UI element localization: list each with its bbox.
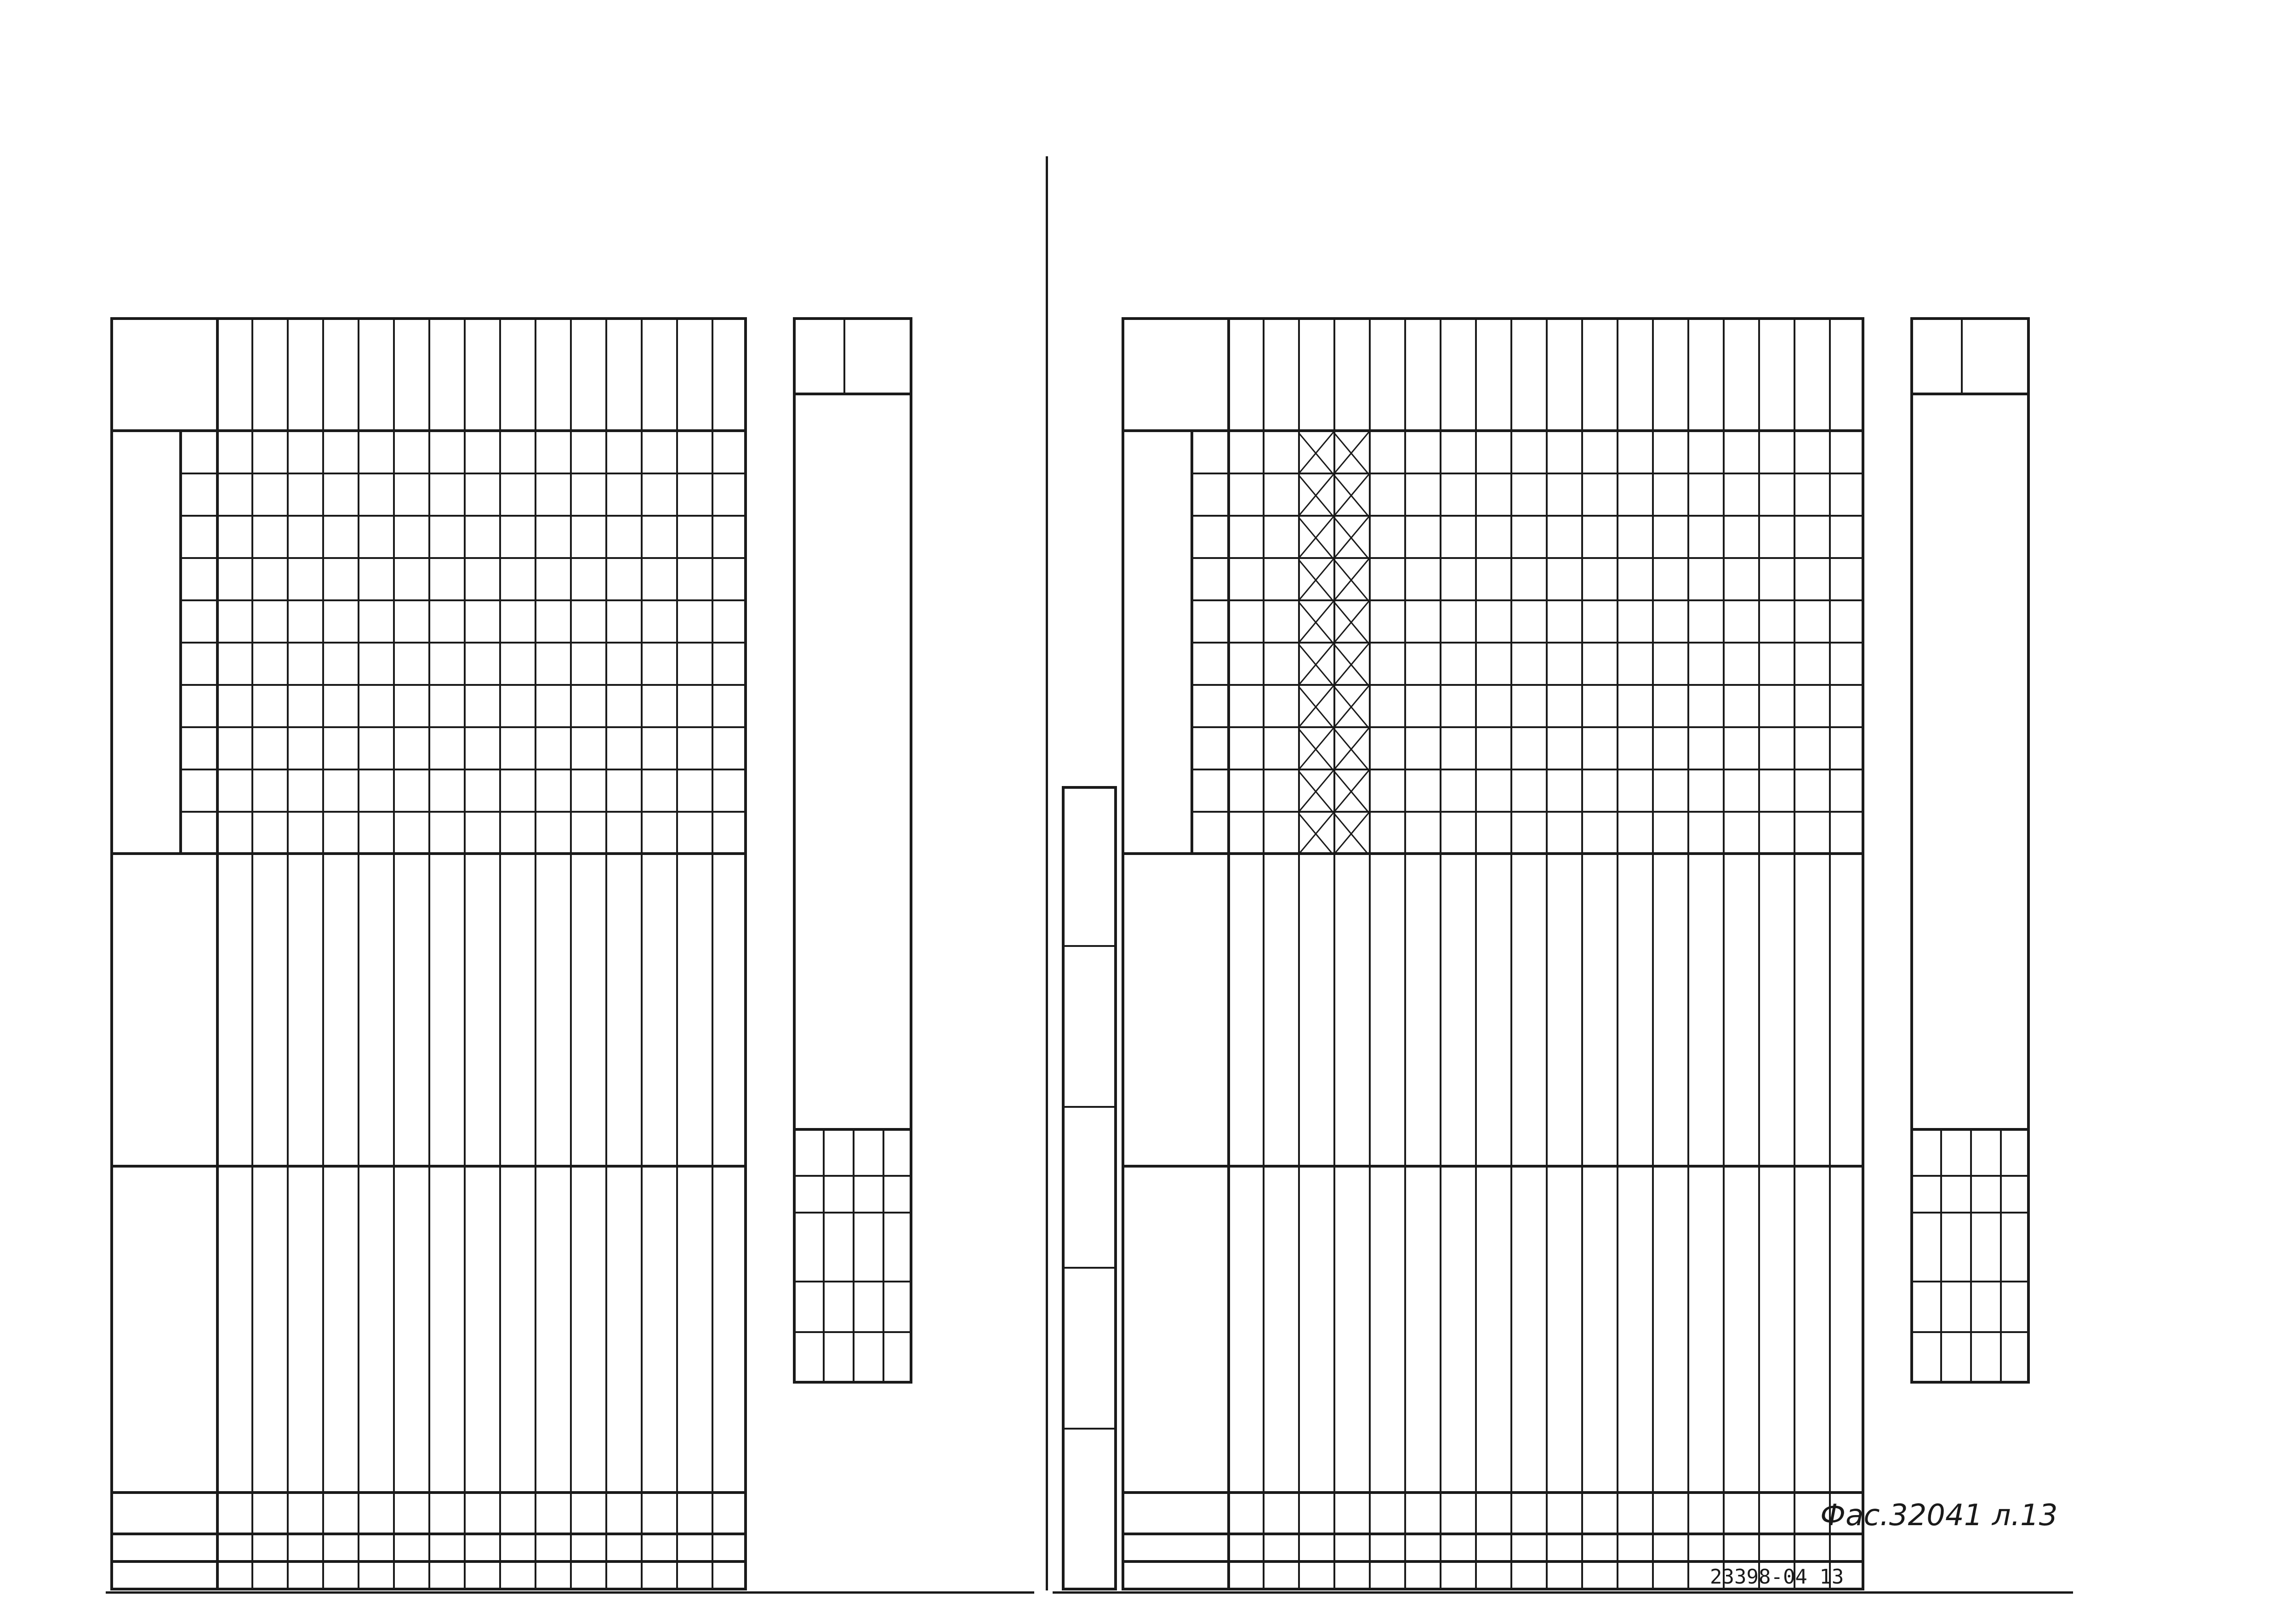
column-divider	[1122, 1533, 1864, 1535]
row-divider	[1794, 317, 1795, 1590]
bottom-rule-left	[106, 1591, 1034, 1594]
row-divider	[464, 317, 466, 1590]
side-label-divider	[1062, 945, 1117, 947]
crossed-cell	[1333, 770, 1369, 813]
stamp-grid-col	[793, 1281, 912, 1282]
crossed-cell	[1298, 432, 1333, 474]
row-divider	[251, 317, 253, 1590]
row-divider	[1652, 317, 1654, 1590]
crossed-cell	[1298, 644, 1333, 686]
crossed-cell	[1298, 559, 1333, 601]
column-divider	[1122, 1560, 1864, 1563]
column-divider	[1122, 429, 1864, 432]
row-divider	[1475, 317, 1477, 1590]
footer-code: 23398-04 13	[1710, 1565, 1844, 1589]
qty-subcolumn-divider	[179, 515, 747, 517]
stamp-grid-line	[1970, 1131, 1972, 1384]
stamp-grid-col	[793, 1212, 912, 1214]
stamp-grid-line	[2000, 1131, 2002, 1384]
row-divider	[535, 317, 536, 1590]
row-divider	[1758, 317, 1760, 1590]
row-divider	[605, 317, 607, 1590]
side-label-divider	[1062, 1106, 1117, 1108]
title-block-sheet-divider	[793, 393, 912, 395]
row-divider	[287, 317, 289, 1590]
page-fold-line	[1046, 156, 1048, 1590]
row-divider	[393, 317, 395, 1590]
stamp-grid-line	[853, 1131, 854, 1384]
row-divider	[1404, 317, 1406, 1590]
qty-subcolumn-divider	[179, 726, 747, 728]
row-divider	[358, 317, 359, 1590]
qty-title-divider	[179, 432, 182, 855]
title-block-sheet-divider	[1910, 393, 2030, 395]
row-divider	[1440, 317, 1441, 1590]
row-divider	[1263, 317, 1265, 1590]
crossed-cell	[1333, 644, 1369, 686]
qty-subcolumn-divider	[1191, 726, 1864, 728]
header-bottom-line	[1227, 317, 1230, 1590]
qty-subcolumn-divider	[179, 684, 747, 686]
qty-subcolumn-divider	[179, 473, 747, 474]
qty-subcolumn-divider	[179, 769, 747, 770]
side-label-divider	[1062, 1267, 1117, 1269]
qty-subcolumn-divider	[1191, 515, 1864, 517]
stamp-grid-col	[793, 1175, 912, 1177]
row-divider	[641, 317, 643, 1590]
crossed-cell	[1298, 517, 1333, 559]
qty-subcolumn-divider	[1191, 684, 1864, 686]
row-divider	[428, 317, 430, 1590]
stamp-grid-line	[883, 1131, 884, 1384]
spec-table-frame	[1122, 317, 1864, 1590]
row-divider	[570, 317, 572, 1590]
stamp-grid-col	[1910, 1175, 2030, 1177]
row-divider	[712, 317, 713, 1590]
qty-subcolumn-divider	[179, 811, 747, 813]
qty-subcolumn-divider	[1191, 811, 1864, 813]
column-divider	[1122, 1491, 1864, 1494]
crossed-cell	[1333, 686, 1369, 728]
side-label-divider	[1062, 1428, 1117, 1430]
qty-subcolumn-divider	[179, 599, 747, 601]
row-divider	[676, 317, 678, 1590]
crossed-cell	[1333, 474, 1369, 517]
crossed-cell	[1298, 813, 1333, 855]
row-divider	[1617, 317, 1618, 1590]
stamp-grid-col	[1910, 1281, 2030, 1282]
row-divider	[1581, 317, 1583, 1590]
sheet-cell-divider	[1961, 317, 1963, 395]
header-bottom-line	[216, 317, 219, 1590]
qty-subcolumn-divider	[1191, 599, 1864, 601]
qty-title-divider	[1191, 432, 1193, 855]
row-divider	[1546, 317, 1548, 1590]
qty-subcolumn-divider	[1191, 769, 1864, 770]
crossed-cell	[1333, 559, 1369, 601]
qty-subcolumn-divider	[179, 642, 747, 644]
row-divider	[1723, 317, 1725, 1590]
crossed-cell	[1298, 601, 1333, 644]
crossed-cell	[1298, 474, 1333, 517]
row-divider	[322, 317, 324, 1590]
row-divider	[1369, 317, 1371, 1590]
row-divider	[499, 317, 501, 1590]
crossed-cell	[1298, 728, 1333, 770]
qty-subcolumn-divider	[1191, 473, 1864, 474]
qty-subcolumn-divider	[1191, 642, 1864, 644]
stamp-grid-col	[1910, 1331, 2030, 1333]
stamp-grid-col	[793, 1331, 912, 1333]
row-divider	[1829, 317, 1831, 1590]
right-sheet	[1122, 165, 1995, 1590]
crossed-cell	[1333, 728, 1369, 770]
crossed-cell	[1333, 432, 1369, 474]
side-labels-strip	[1062, 786, 1117, 1590]
stamp-grid-line	[1940, 1131, 1942, 1384]
row-divider	[1510, 317, 1512, 1590]
qty-subcolumn-divider	[1191, 557, 1864, 559]
crossed-cell	[1298, 686, 1333, 728]
sheet-cell-divider	[843, 317, 845, 395]
row-divider	[1687, 317, 1689, 1590]
crossed-cell	[1333, 517, 1369, 559]
crossed-cell	[1333, 813, 1369, 855]
crossed-cell	[1298, 770, 1333, 813]
archive-stamp: Фас.32041 л.13	[1820, 1499, 2058, 1533]
stamp-grid-line	[823, 1131, 825, 1384]
stamp-grid-col	[1910, 1212, 2030, 1214]
qty-subcolumn-divider	[179, 557, 747, 559]
bottom-rule-right	[1053, 1591, 2073, 1594]
column-divider	[1122, 1165, 1864, 1168]
left-sheet	[110, 165, 984, 1590]
crossed-cell	[1333, 601, 1369, 644]
column-divider	[1122, 852, 1864, 855]
